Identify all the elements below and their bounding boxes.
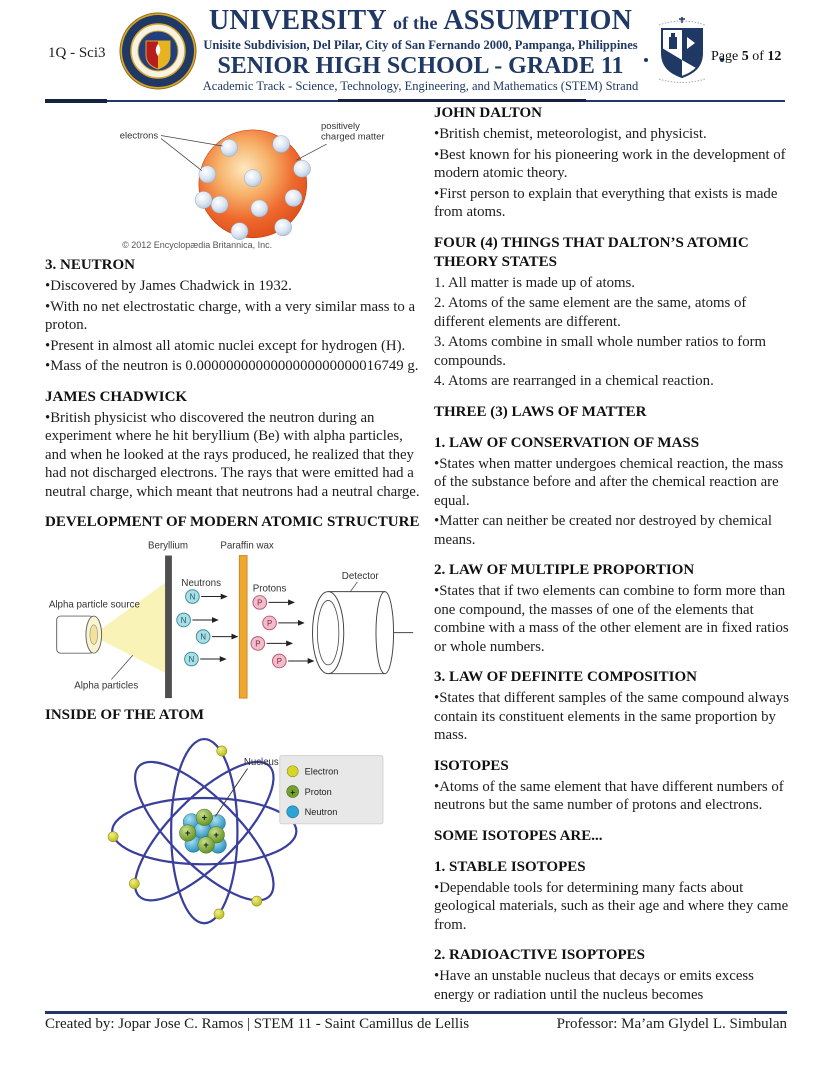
section-title: JAMES CHADWICK [45, 388, 188, 405]
school-grade-title: SENIOR HIGH SCHOOL - GRADE 11 [217, 53, 624, 79]
university-seal-logo [118, 11, 198, 91]
beryllium-label: Beryllium [147, 540, 189, 552]
section-isotopes [434, 757, 790, 815]
university-name-part1: UNIVERSITY [208, 5, 386, 36]
positive-matter-label-line1: positively [320, 120, 360, 132]
bullet-item: • Present in almost all atomic nuclei except for hydrogen (H). [45, 337, 423, 356]
legend-neutron-icon [287, 806, 299, 818]
right-column [434, 104, 790, 1016]
atom-legend [280, 756, 383, 824]
numbered-item: 4. Atoms are rearranged in a chemical reaction. [434, 373, 714, 389]
neutron-particles [177, 590, 238, 666]
svg-text:P: P [255, 639, 261, 649]
bullet-item: • British physicist who discovered the neutron during an experiment where he hit beryllium (Be) with alpha particles, and when he looked at the rays produced, he realized that they had not discharged electrons. The rays that were emitted had a neutral charge, which meant that neutrons had a neutral charge. [45, 409, 423, 502]
svg-text:P: P [276, 656, 282, 666]
section-title: 3. NEUTRON [45, 257, 136, 273]
legend-electron-icon [287, 766, 298, 777]
alpha-source-cylinder [57, 616, 102, 653]
university-name-part3: ASSUMPTION [443, 5, 633, 36]
section-title: DEVELOPMENT OF MODERN ATOMIC STRUCTURE [45, 514, 420, 530]
section-title: 1. LAW OF CONSERVATION OF MASS [434, 434, 700, 451]
university-address: Unisite Subdivision, Del Pilar, City of San Fernando 2000, Pampanga, Philippines [203, 38, 638, 52]
header-text-block [198, 6, 643, 94]
page-of-word: of [752, 49, 764, 64]
section-title: THREE (3) LAWS OF MATTER [434, 403, 647, 420]
section-law-definite [434, 668, 790, 745]
section-stable-isotopes [434, 858, 790, 935]
decorative-dot-left [644, 58, 648, 62]
alpha-source-label: Alpha particle source [48, 599, 140, 611]
section-laws-of-matter [434, 403, 790, 422]
legend-neutron-label: Neutron [304, 807, 338, 818]
atom-model-figure [45, 728, 405, 926]
section-title: 1. STABLE ISOTOPES [434, 858, 586, 875]
svg-text:+: + [290, 787, 296, 797]
section-development [45, 513, 423, 532]
page-total: 12 [767, 49, 782, 64]
school-shield-logo [653, 17, 711, 85]
legend-proton-label: Proton [304, 786, 332, 797]
university-name [198, 6, 643, 38]
header-divider-segment-mid [338, 99, 586, 102]
plum-pudding-model-figure [59, 110, 404, 252]
bullet-item: • British chemist, meteorologist, and physicist. [434, 125, 790, 144]
electrons-label: electrons [119, 130, 159, 142]
bullet-item: • Dependable tools for determining many facts about geological materials, such as their age and where they came from. [434, 879, 790, 935]
protons-label: Protons [252, 583, 287, 595]
section-title: 3. LAW OF DEFINITE COMPOSITION [434, 669, 697, 685]
detector-label: Detector [341, 570, 379, 582]
svg-text:N: N [200, 632, 206, 642]
footer-created-by: Created by: Jopar Jose C. Ramos | STEM 11 - Saint Camillus de Lellis [45, 1016, 470, 1032]
page-number-label [711, 49, 781, 65]
svg-text:+: + [201, 812, 207, 823]
bullet-item: • Discovered by James Chadwick in 1932. [45, 277, 423, 296]
section-james-chadwick [45, 388, 423, 502]
bullet-item: • States when matter undergoes chemical reaction, the mass of the substance before and after the chemical reaction are equal. [434, 455, 790, 511]
academic-track: Academic Track - Science, Technology, Engineering, and Mathematics (STEM) Strand [202, 79, 639, 93]
section-john-dalton [434, 104, 790, 222]
section-some-isotopes [434, 827, 790, 846]
section-title: INSIDE OF THE ATOM [45, 707, 205, 723]
section-title: SOME ISOTOPES ARE... [434, 827, 603, 844]
nucleus-cluster [179, 809, 226, 853]
section-title: 2. LAW OF MULTIPLE PROPORTION [434, 562, 695, 578]
section-law-conservation [434, 434, 790, 550]
footer-divider [45, 1011, 787, 1014]
numbered-item: 1. All matter is made up of atoms. [434, 274, 635, 291]
numbered-item: 2. Atoms of the same element are the same, atoms of different elements are different. [434, 295, 747, 330]
bullet-item: • With no net electrostatic charge, with a very similar mass to a proton. [45, 298, 423, 335]
nucleus-label: Nucleus [243, 756, 279, 768]
beryllium-bar [165, 556, 172, 699]
university-name-part2: of the [392, 13, 438, 33]
alpha-beam [102, 583, 165, 673]
bullet-item: • States that different samples of the same compound always contain its constituent elements in the same proportion by mass. [434, 689, 790, 745]
section-title: JOHN DALTON [434, 105, 542, 121]
section-inside-atom [45, 706, 423, 725]
section-radioactive-isotopes [434, 946, 790, 1004]
bullet-item: • Have an unstable nucleus that decays or emits excess energy or radiation until the nucleus becomes [434, 967, 790, 1004]
positive-matter-label-line2: charged matter [320, 131, 385, 143]
section-title: 2. RADIOACTIVE ISOPTOPES [434, 947, 646, 963]
bullet-item: • Atoms of the same element that have different numbers of neutrons but the same number of protons and electrons. [434, 778, 790, 815]
header-divider-segment-left [45, 99, 107, 103]
bullet-item: • First person to explain that everything that exists is made from atoms. [434, 185, 790, 222]
section-title: ISOTOPES [434, 757, 509, 774]
section-title: FOUR (4) THINGS THAT DALTON’S ATOMIC THEORY STATES [434, 234, 749, 270]
section-neutron [45, 256, 423, 376]
proton-particles [251, 596, 313, 668]
numbered-item: 3. Atoms combine in small whole number ratios to form compounds. [434, 334, 767, 369]
bullet-item: • States that if two elements can combine to form more than one compound, the masses of one of the elements that combine with a mass of the other element are in fixed ratios or whole numbers. [434, 582, 790, 656]
alpha-particles-label: Alpha particles [74, 680, 139, 692]
course-code: 1Q - Sci3 [48, 45, 106, 61]
bullet-item: • Mass of the neutron is 0.0000000000000000000000016749 g. [45, 357, 423, 376]
figure-caption: © 2012 Encyclopædia Britannica, Inc. [122, 240, 273, 251]
page-number: 5 [741, 49, 749, 64]
bullet-item: • Best known for his pioneering work in the development of modern atomic theory. [434, 146, 790, 183]
svg-text:N: N [180, 615, 187, 625]
svg-text:+: + [185, 828, 191, 839]
svg-text:+: + [213, 830, 219, 841]
chadwick-experiment-figure [45, 536, 415, 702]
svg-text:P: P [257, 598, 263, 608]
section-dalton-theory [434, 234, 790, 391]
paraffin-wax-bar [239, 556, 247, 699]
svg-text:N: N [189, 592, 196, 602]
bullet-item: • Matter can neither be created nor destroyed by chemical means. [434, 512, 790, 549]
neutrons-label: Neutrons [181, 577, 221, 589]
svg-text:+: + [203, 840, 209, 851]
svg-text:P: P [266, 618, 273, 628]
page-word: Page [711, 49, 739, 64]
paraffin-label: Paraffin wax [220, 540, 274, 552]
left-column [45, 106, 423, 926]
detector-cylinder [313, 592, 414, 674]
svg-text:N: N [188, 654, 195, 664]
footer-professor: Professor: Ma’am Glydel L. Simbulan [556, 1016, 787, 1032]
legend-electron-label: Electron [304, 766, 339, 777]
section-law-multiple [434, 561, 790, 656]
